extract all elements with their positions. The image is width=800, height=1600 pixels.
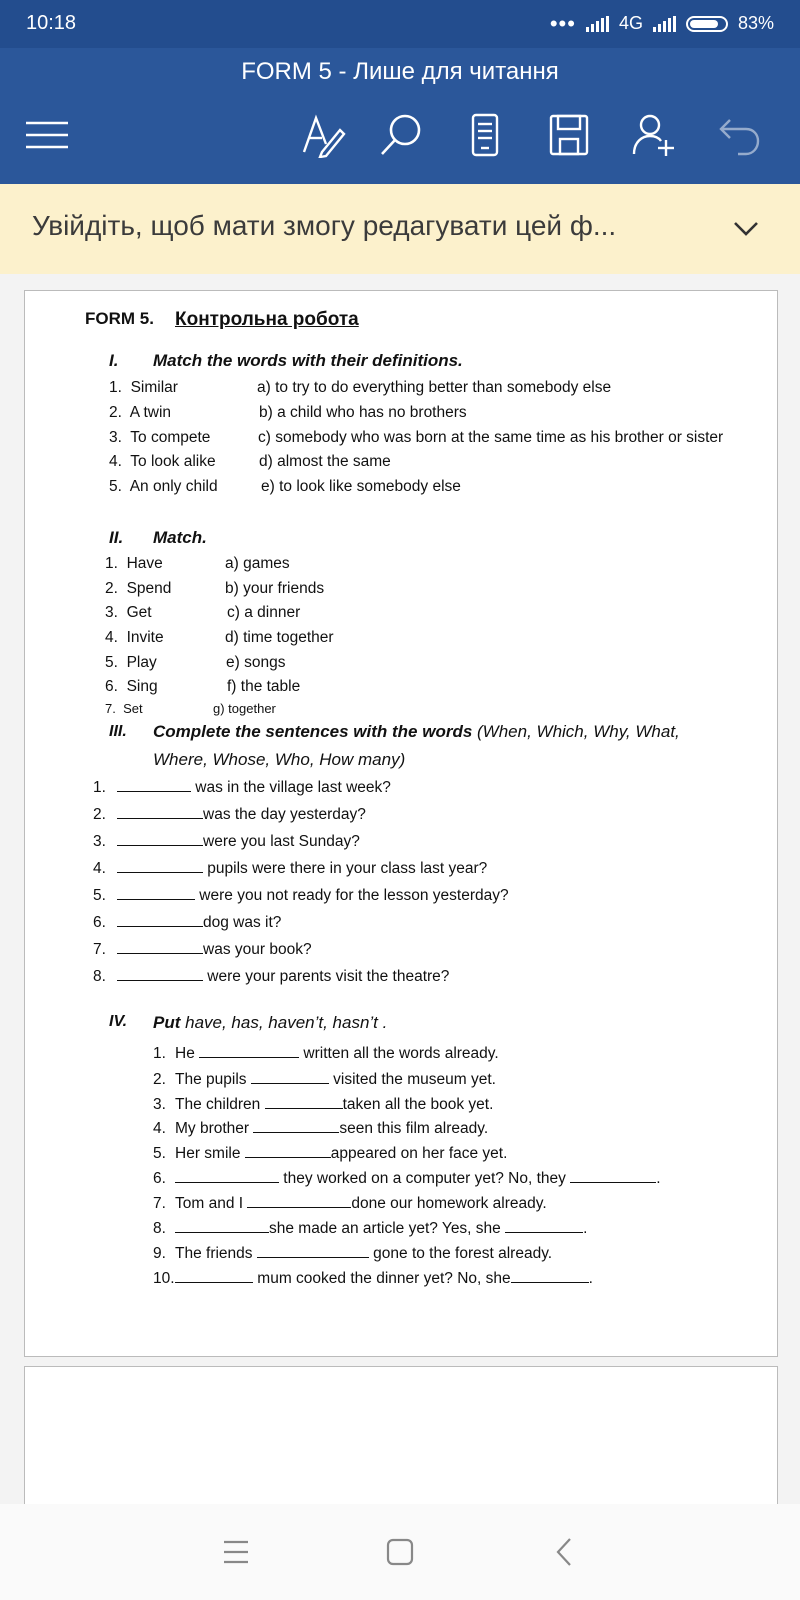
save-icon[interactable] — [546, 112, 592, 158]
home-icon[interactable] — [382, 1534, 418, 1570]
match-option: c) a dinner — [227, 604, 301, 621]
status-bar — [0, 0, 800, 48]
section-4-number: IV. — [109, 1013, 128, 1030]
section-1-title: Match the words with their definitions. — [153, 351, 463, 370]
sentence-item: 6. dog was it? — [93, 914, 282, 931]
page-title: Контрольна робота — [175, 309, 359, 330]
document-page — [24, 290, 778, 1357]
sentence-item: 1. was in the village last week? — [93, 779, 391, 796]
exercise-item: 8. she made an article yet? Yes, she . — [153, 1220, 588, 1237]
signal-icon-2 — [653, 16, 676, 32]
list-item: 1. Similar — [109, 379, 178, 396]
notification-dots-icon: ••• — [549, 10, 576, 36]
list-item: 5. An only child — [109, 478, 218, 495]
section-2-number: II. — [109, 528, 124, 547]
match-option: e) songs — [226, 654, 286, 671]
sentence-item: 8. were your parents visit the theatre? — [93, 968, 450, 985]
match-option: g) together — [213, 701, 276, 716]
banner-text: Увійдіть, щоб мати змогу редагувати цей ф... — [32, 210, 617, 241]
definition: b) a child who has no brothers — [259, 404, 467, 421]
list-item: 4. To look alike — [109, 453, 216, 470]
exercise-item: 2. The pupils visited the museum yet. — [153, 1071, 496, 1088]
sentence-item: 4. pupils were there in your class last year? — [93, 860, 488, 877]
match-option: d) time together — [225, 629, 334, 646]
sign-in-banner[interactable] — [0, 184, 800, 275]
list-item: 2. Spend — [105, 580, 172, 597]
back-icon[interactable] — [548, 1534, 584, 1570]
list-item: 3. To compete — [109, 429, 211, 446]
list-item: 6. Sing — [105, 678, 158, 695]
list-item: 4. Invite — [105, 629, 164, 646]
reading-mode-icon[interactable] — [462, 112, 508, 158]
edit-text-icon[interactable] — [300, 112, 346, 158]
undo-icon[interactable] — [716, 112, 762, 158]
section-2-title: Match. — [153, 528, 207, 547]
section-3-number: III. — [109, 723, 127, 740]
document-title: FORM 5 - Лише для читання — [241, 58, 559, 85]
navigation-bar — [0, 1504, 800, 1600]
form-label: FORM 5. — [85, 309, 154, 328]
section-3-title: Complete the sentences with the words (When, Which, Why, What, — [153, 722, 680, 741]
chevron-down-icon[interactable] — [732, 214, 760, 242]
match-option: b) your friends — [225, 580, 325, 597]
definition: c) somebody who was born at the same time as his brother or sister — [258, 429, 724, 446]
definition: d) almost the same — [259, 453, 391, 470]
battery-level: 83% — [737, 13, 774, 33]
sentence-item: 7. was your book? — [93, 941, 312, 958]
exercise-item: 6. they worked on a computer yet? No, they . — [153, 1170, 661, 1187]
exercise-item: 4. My brother seen this film already. — [153, 1120, 489, 1137]
list-item: 2. A twin — [109, 404, 172, 421]
list-item: 7. Set — [105, 701, 143, 716]
list-item: 5. Play — [105, 654, 157, 671]
exercise-item: 1. He written all the words already. — [153, 1045, 499, 1062]
status-time: 10:18 — [26, 12, 77, 34]
match-option: f) the table — [227, 678, 301, 695]
share-icon[interactable] — [630, 112, 676, 158]
definition: a) to try to do everything better than somebody else — [257, 379, 612, 396]
exercise-item: 7. Tom and I done our homework already. — [153, 1195, 547, 1212]
list-item: 3. Get — [105, 604, 152, 621]
sentence-item: 3. were you last Sunday? — [93, 833, 360, 850]
exercise-item: 10. mum cooked the dinner yet? No, she . — [153, 1270, 593, 1287]
sentence-item: 5. were you not ready for the lesson yesterday? — [93, 887, 509, 904]
match-option: a) games — [225, 555, 290, 572]
sentence-item: 2. was the day yesterday? — [93, 806, 366, 823]
exercise-item: 5. Her smile appeared on her face yet. — [153, 1145, 508, 1162]
signal-icon — [586, 16, 609, 32]
section-1-number: I. — [109, 351, 119, 370]
section-4-title: Put have, has, haven’t, hasn’t . — [153, 1013, 388, 1032]
search-icon[interactable] — [378, 112, 424, 158]
menu-icon[interactable] — [24, 112, 70, 158]
recent-apps-icon[interactable] — [218, 1534, 254, 1570]
network-type: 4G — [618, 13, 643, 33]
battery-icon — [686, 16, 728, 32]
section-3-title-line-2: Where, Whose, Who, How many) — [153, 750, 406, 769]
app-header — [0, 48, 800, 184]
exercise-item: 9. The friends gone to the forest already. — [153, 1245, 553, 1262]
exercise-item: 3. The children taken all the book yet. — [153, 1096, 494, 1113]
definition: e) to look like somebody else — [261, 478, 461, 495]
document-area[interactable] — [0, 274, 800, 1504]
list-item: 1. Have — [105, 555, 163, 572]
